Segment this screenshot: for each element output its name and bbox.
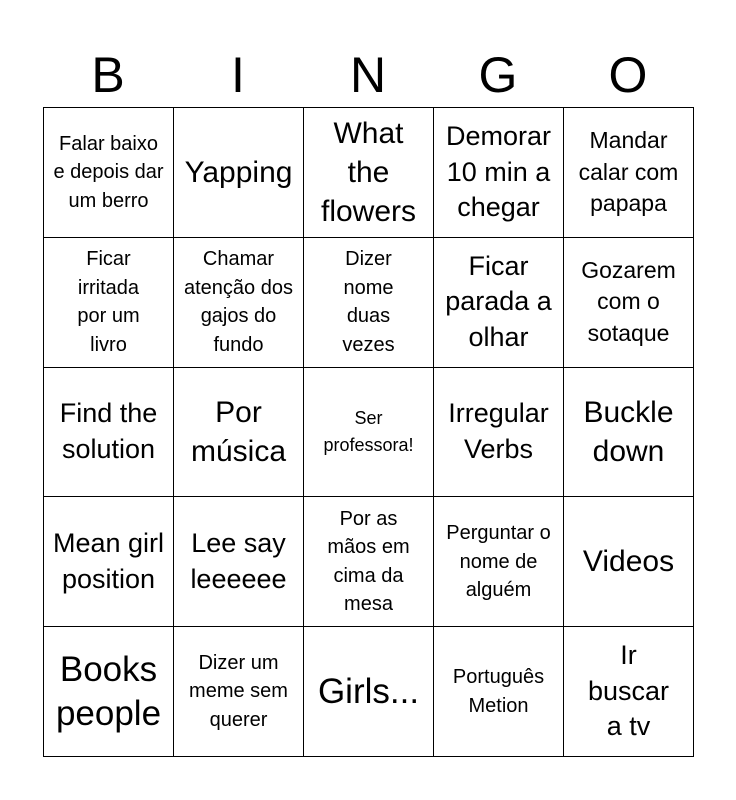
bingo-cell-r5-c5[interactable] — [564, 627, 694, 757]
bingo-cell-r1-c3[interactable] — [304, 108, 434, 238]
bingo-cell-r3-c2[interactable] — [174, 368, 304, 498]
bingo-cell-r2-c5[interactable] — [564, 238, 694, 368]
cell-text: What the flowers — [320, 116, 417, 228]
cell-text: Demorar 10 min a chegar — [445, 120, 552, 223]
cell-text: Mean girl position — [52, 528, 165, 594]
cell-text: Find the solution — [59, 398, 158, 464]
bingo-cell-r5-c3[interactable] — [304, 627, 434, 757]
bingo-cell-r2-c1[interactable] — [44, 238, 174, 368]
cell-text: Mandar calar com papapa — [578, 126, 679, 217]
cell-text: Gozarem com o sotaque — [581, 256, 676, 347]
bingo-cell-r1-c4[interactable] — [434, 108, 564, 238]
bingo-cell-r3-c3[interactable] — [304, 368, 434, 498]
header-letter-b: B — [91, 47, 125, 103]
bingo-cell-r3-c1[interactable] — [44, 368, 174, 498]
cell-text: Português Metion — [452, 666, 545, 717]
bingo-header — [43, 44, 693, 106]
bingo-cell-r5-c2[interactable] — [174, 627, 304, 757]
bingo-cell-r2-c4[interactable] — [434, 238, 564, 368]
cell-text: Ficar parada a olhar — [445, 250, 552, 352]
bingo-cell-r1-c2[interactable] — [174, 108, 304, 238]
cell-text: Perguntar o nome de alguém — [446, 522, 551, 601]
cell-text: Books people — [55, 649, 162, 733]
bingo-cell-r5-c1[interactable] — [44, 627, 174, 757]
bingo-cell-r1-c1[interactable] — [44, 108, 174, 238]
bingo-cell-r2-c3[interactable] — [304, 238, 434, 368]
cell-text: Ir buscar a tv — [587, 640, 670, 742]
bingo-cell-r4-c1[interactable] — [44, 497, 174, 627]
cell-text: Chamar atenção dos gajos do fundo — [184, 248, 293, 356]
header-letter-o: O — [608, 47, 648, 103]
bingo-cell-r4-c4[interactable] — [434, 497, 564, 627]
cell-text: Dizer nome duas vezes — [342, 248, 395, 356]
cell-text: Ser professora! — [323, 407, 414, 455]
header-letter-n: N — [349, 47, 387, 103]
header-letter-i: I — [231, 47, 245, 103]
bingo-cell-r2-c2[interactable] — [174, 238, 304, 368]
header-letter-g: G — [478, 47, 518, 103]
bingo-cell-r3-c5[interactable] — [564, 368, 694, 498]
cell-text: Videos — [582, 545, 675, 579]
bingo-cell-r3-c4[interactable] — [434, 368, 564, 498]
bingo-cell-r4-c2[interactable] — [174, 497, 304, 627]
cell-text: Yapping — [184, 155, 293, 189]
cell-text: Irregular Verbs — [448, 398, 549, 464]
cell-text: Girls... — [317, 671, 420, 711]
cell-text: Ficar irritada por um livro — [77, 248, 140, 356]
cell-text: Por música — [190, 395, 287, 468]
bingo-board — [43, 107, 694, 757]
bingo-cell-r1-c5[interactable] — [564, 108, 694, 238]
cell-text: Dizer um meme sem querer — [189, 652, 288, 731]
cell-text: Por as mãos em cima da mesa — [327, 508, 410, 616]
bingo-cell-r5-c4[interactable] — [434, 627, 564, 757]
bingo-cell-r4-c5[interactable] — [564, 497, 694, 627]
cell-text: Buckle down — [583, 395, 674, 468]
bingo-cell-r4-c3[interactable] — [304, 497, 434, 627]
cell-text: Lee say leeeeee — [190, 528, 287, 594]
cell-text: Falar baixo e depois dar um berro — [53, 132, 164, 212]
